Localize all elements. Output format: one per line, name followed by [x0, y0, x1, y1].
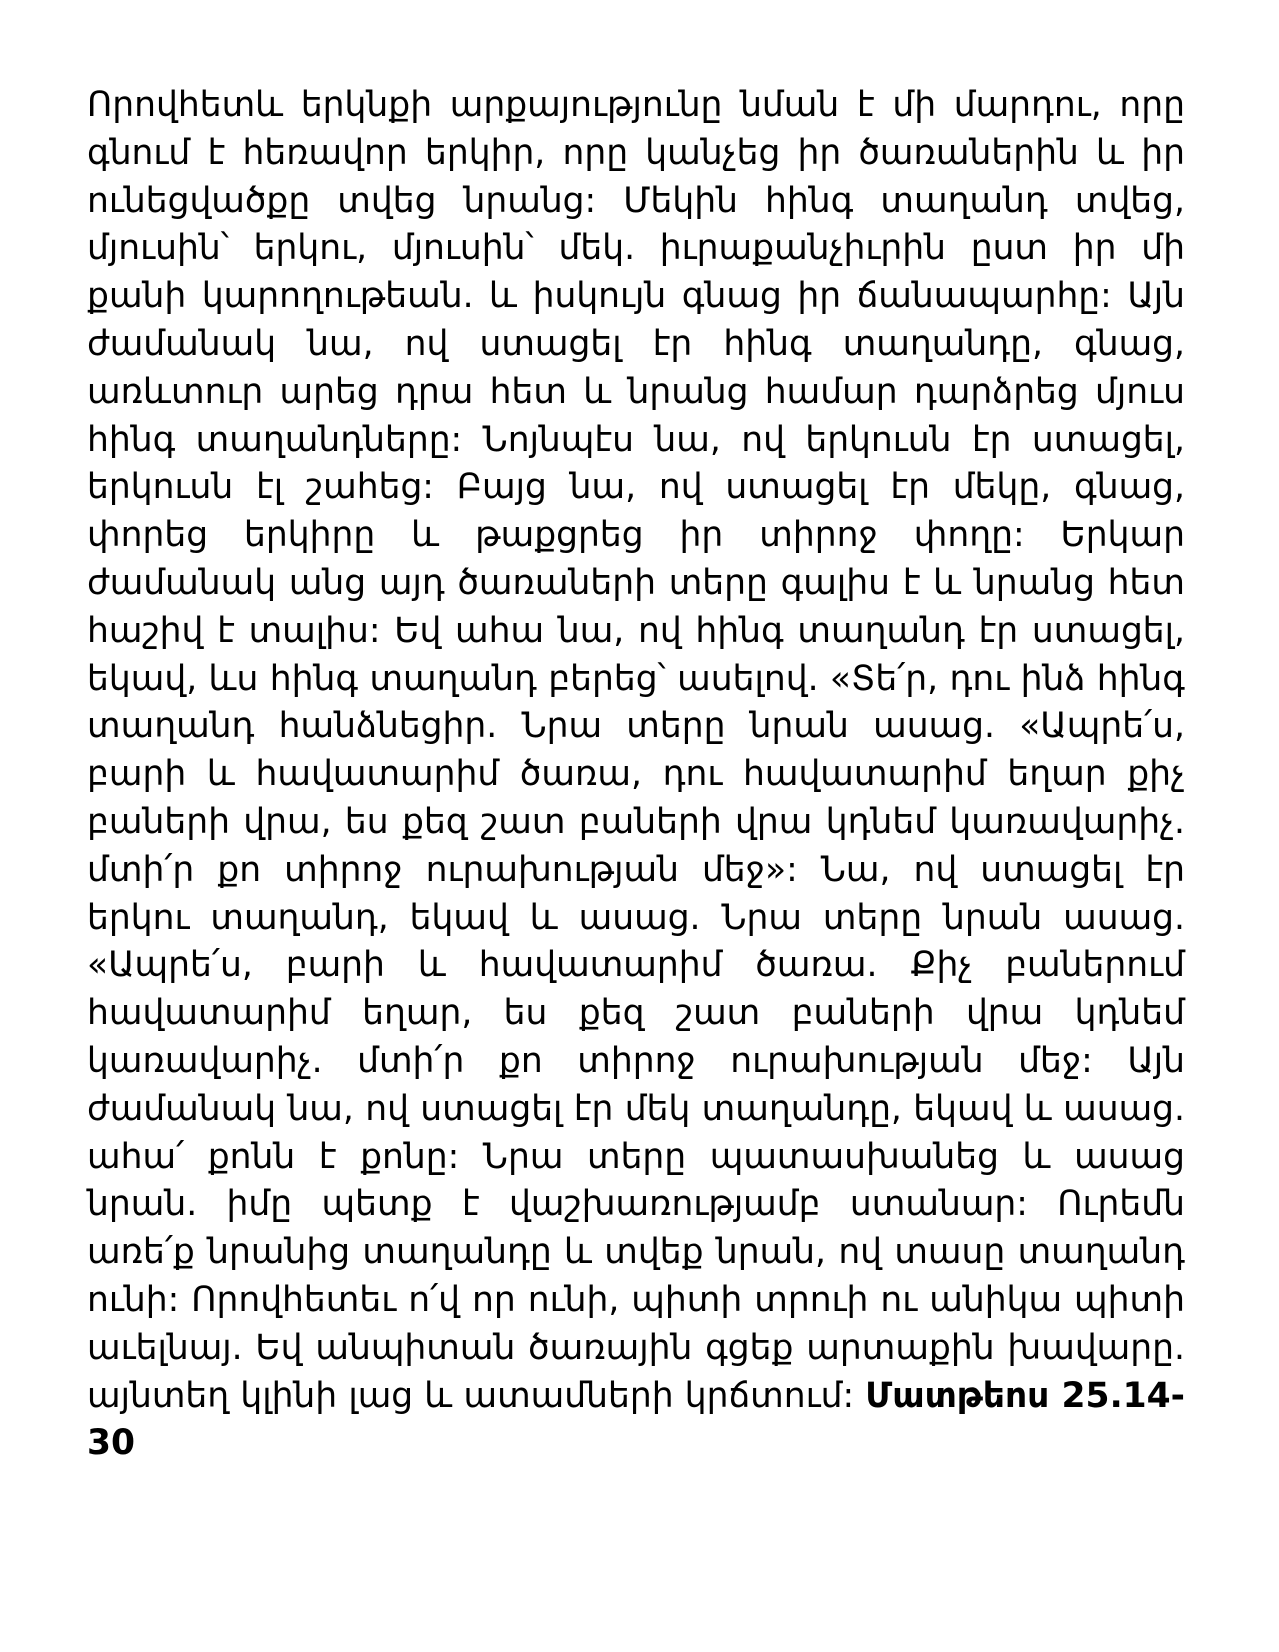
scripture-reference: Մատթեոս 25.14-30: [87, 1375, 1186, 1464]
scripture-passage: [87, 82, 1185, 1468]
passage-text: Որովհետև երկնքի արքայությունը նման է մի մարդու, որը գնում է հեռավոր երկիր, որը կանչեց իր ծառաներին և իր ունեցվածքը տվեց նրանց: Մեկին հինգ տաղանդ տվեց, մյուսին՝ երկու, մյուսին՝ մեկ. իւրաքանչիւրին ըստ իր մի քանի կարողութեան. և իսկույն գնաց իր ճանապարհը: Այն ժամանակ նա, ով ստացել էր հինգ տաղանդը, գնաց, առևտուր արեց դրա հետ և նրանց համար դարձրեց մյուս հինգ տաղանդները: Նոյնպէս նա, ով երկուսն էր ստացել, երկուսն էլ շահեց: Բայց նա, ով ստացել էր մեկը, գնաց, փորեց երկիրը և թաքցրեց իր տիրոջ փողը: Երկար ժամանակ անց այդ ծառաների տերը գալիս է և նրանց հետ հաշիվ է տալիս: Եվ ահա նա, ով հինգ տաղանդ էր ստացել, եկավ, ևս հինգ տաղանդ բերեց՝ ասելով. «Տե՛ր, դու ինձ հինգ տաղանդ հանձնեցիր. Նրա տերը նրան ասաց. «Ապրե՛ս, բարի և հավատարիմ ծառա, դու հավատարիմ եղար քիչ բաների վրա, ես քեզ շատ բաների վրա կդնեմ կառավարիչ. մտի՛ր քո տիրոջ ուրախության մեջ»: Նա, ով ստացել էր երկու տաղանդ, եկավ և ասաց. Նրա տերը նրան ասաց. «Ապրե՛ս, բարի և հավատարիմ ծառա. Քիչ բաներում հավատարիմ եղար, ես քեզ շատ բաների վրա կդնեմ կառավարիչ. մտի՛ր քո տիրոջ ուրախության մեջ: Այն ժամանակ նա, ով ստացել էր մեկ տաղանդը, եկավ և ասաց. ահա՛ քոնն է քոնը: Նրա տերը պատասխանեց և ասաց նրան. իմը պետք է վաշխառությամբ ստանար: Ուրեմն առե՛ք նրանից տաղանդը և տվեք նրան, ով տասը տաղանդ ունի: Որովհետեւ ո՛վ որ ունի, պիտի տրուի ու անիկա պիտի աւելնայ. Եվ անպիտան ծառային գցեք արտաքին խավարը. այնտեղ կլինի լաց և ատամների կրճտում:: [87, 85, 1185, 1416]
document-page: [87, 82, 1185, 1468]
